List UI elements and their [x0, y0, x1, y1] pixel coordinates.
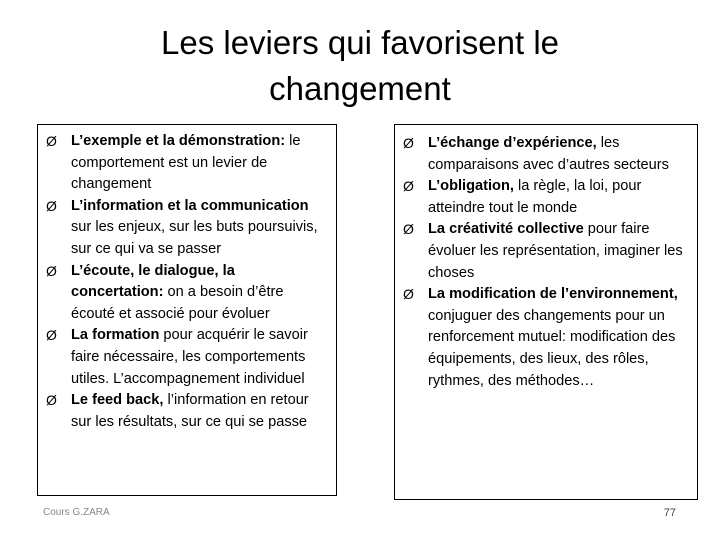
list-item: [403, 133, 689, 176]
arrow-bullet-icon: Ø: [403, 135, 414, 151]
arrow-bullet-icon: Ø: [403, 286, 414, 303]
list-item-text: les comparaisons avec d’autres secteurs: [428, 135, 669, 173]
list-item: [46, 196, 328, 261]
list-item: [46, 131, 328, 196]
slide-title: [90, 20, 630, 112]
list-item-text: pour faire évoluer les représentation, imaginer les choses: [428, 221, 683, 281]
right-bullet-list: [403, 133, 689, 392]
arrow-bullet-icon: Ø: [46, 327, 57, 344]
list-item: [403, 219, 689, 284]
list-item-bold: L’échange d’expérience,: [428, 135, 597, 151]
list-item: [46, 261, 328, 326]
slide-title-line-2: changement: [269, 70, 451, 107]
list-item-bold: La créativité collective: [428, 221, 584, 238]
list-item-bold: L’obligation,: [428, 178, 514, 195]
list-item-text: le comportement est un levier de changement: [71, 133, 301, 193]
arrow-bullet-icon: Ø: [46, 133, 57, 149]
list-item-text: on a besoin d’être écouté et associé pour évoluer: [71, 284, 284, 322]
left-text-box: [37, 124, 337, 496]
list-item-text: l’information en retour sur les résultats, sur ce qui se passe: [71, 392, 309, 430]
list-item-bold: L’écoute, le dialogue, la concertation:: [71, 262, 235, 301]
footer-author: Cours G.ZARA: [43, 507, 110, 518]
arrow-bullet-icon: Ø: [46, 262, 57, 279]
list-item-bold: L’information et la communication: [71, 197, 309, 214]
slide-title-line-1: Les leviers qui favorisent le: [160, 24, 560, 61]
list-item: [403, 176, 689, 219]
list-item-text: la règle, la loi, pour atteindre tout le monde: [428, 178, 642, 216]
list-item-text: conjuguer des changements pour un renforcement mutuel: modification des équipements, des lieux, des rôles, rythmes, des méthodes…: [428, 307, 676, 389]
right-text-box: [394, 124, 698, 500]
list-item-bold: Le feed back,: [71, 392, 164, 409]
list-item: [46, 325, 328, 390]
list-item: [46, 390, 328, 433]
arrow-bullet-icon: Ø: [403, 178, 414, 195]
arrow-bullet-icon: Ø: [46, 392, 57, 409]
list-item-text: sur les enjeux, sur les buts poursuivis, sur ce qui va se passer: [71, 219, 318, 257]
list-item: [403, 284, 689, 392]
arrow-bullet-icon: Ø: [46, 197, 57, 214]
page-number: 77: [663, 507, 676, 519]
list-item-bold: La modification de l’environnement,: [428, 286, 678, 303]
list-item-bold: La formation: [71, 327, 160, 344]
list-item-text: pour acquérir le savoir faire nécessaire, les comportements utiles. L’accompagnement individuel: [71, 327, 308, 387]
list-item-bold: L’exemple et la démonstration:: [71, 133, 286, 149]
left-bullet-list: [46, 131, 328, 433]
arrow-bullet-icon: Ø: [403, 221, 414, 238]
